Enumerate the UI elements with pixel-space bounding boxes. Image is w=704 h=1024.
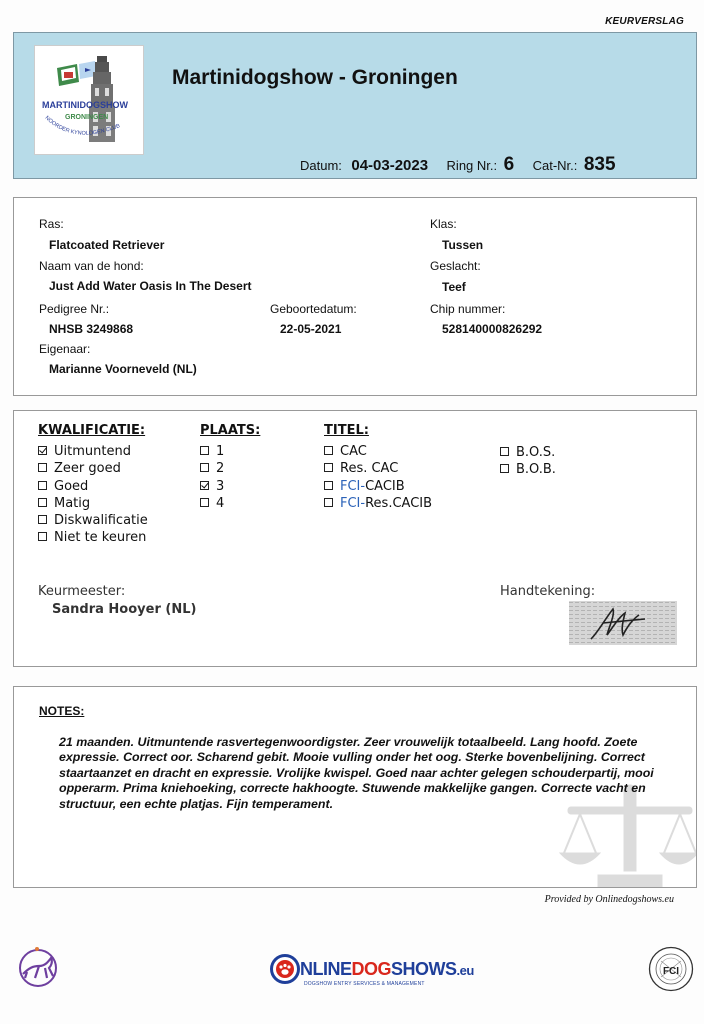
title-column-2	[500, 444, 556, 479]
pedigree-value: NHSB 3249868	[49, 322, 134, 336]
signature-label: Handtekening:	[500, 584, 596, 599]
checkbox-icon[interactable]	[324, 446, 333, 455]
logo-club: NOORDER KYNOLOGEN CLUB	[43, 115, 121, 137]
sex-label: Geslacht:	[430, 259, 481, 273]
option-row[interactable]	[38, 495, 148, 512]
fci-prefix: FCI-	[340, 478, 366, 494]
qualification-column	[38, 423, 148, 547]
brand-online: NLINE	[300, 958, 352, 979]
chip-value: 528140000826292	[442, 322, 543, 336]
show-header	[13, 32, 697, 179]
ring-number: 6	[503, 154, 515, 175]
logo-name: MARTINIDOGSHOW	[42, 100, 128, 110]
option-row[interactable]	[38, 443, 148, 460]
dog-details-box	[13, 197, 697, 396]
title-list	[324, 443, 432, 512]
owner-label: Eigenaar:	[39, 342, 91, 356]
option-label: B.O.S.	[516, 445, 556, 460]
dog-name-value: Just Add Water Oasis In The Desert	[49, 279, 252, 293]
show-date: 04-03-2023	[351, 157, 429, 174]
option-row[interactable]	[38, 478, 148, 495]
option-row[interactable]	[38, 512, 148, 529]
option-label: Zeer goed	[54, 461, 121, 477]
brand-dog: DOG	[351, 958, 392, 979]
checkbox-icon[interactable]	[500, 447, 509, 456]
checkbox-icon[interactable]	[200, 498, 209, 507]
option-row[interactable]	[200, 478, 260, 495]
cat-label: Cat-Nr.:	[532, 158, 578, 173]
option-row[interactable]	[324, 443, 432, 460]
placement-heading: PLAATS:	[200, 423, 261, 438]
onlinedogshows-logo	[270, 954, 474, 987]
option-row[interactable]	[500, 444, 556, 461]
judge-name: Sandra Hooyer (NL)	[52, 602, 197, 617]
checkbox-icon[interactable]	[324, 463, 333, 472]
option-label: CACIB	[365, 478, 405, 494]
notes-heading: NOTES:	[39, 704, 85, 718]
signature-image	[569, 601, 677, 645]
paw-icon	[270, 954, 300, 984]
option-row[interactable]	[200, 443, 260, 460]
fci-logo	[648, 946, 694, 992]
option-label: Diskwalificatie	[54, 513, 148, 529]
option-row[interactable]	[200, 495, 260, 512]
option-row[interactable]	[38, 460, 148, 477]
fci-prefix: FCI-	[340, 495, 366, 511]
class-value: Tussen	[442, 238, 484, 252]
document-type: KEURVERSLAG	[605, 16, 684, 27]
title-column	[324, 423, 432, 512]
breed-label: Ras:	[39, 217, 64, 231]
checkbox-icon[interactable]	[38, 463, 47, 472]
title-heading: TITEL:	[324, 423, 369, 438]
placement-list	[200, 443, 260, 512]
judging-box	[13, 410, 697, 667]
ring-label: Ring Nr.:	[446, 158, 498, 173]
breed-value: Flatcoated Retriever	[49, 238, 165, 252]
show-title: Martinidogshow - Groningen	[172, 66, 458, 89]
date-label: Datum:	[300, 158, 342, 173]
checked-box-icon[interactable]	[200, 481, 209, 490]
checkbox-icon[interactable]	[200, 446, 209, 455]
option-label: B.O.B.	[516, 462, 556, 478]
option-label: Niet te keuren	[54, 530, 147, 546]
checkbox-icon[interactable]	[500, 464, 509, 473]
option-row[interactable]	[38, 529, 148, 546]
option-row[interactable]	[200, 460, 260, 477]
checkbox-icon[interactable]	[38, 532, 47, 541]
class-label: Klas:	[430, 217, 457, 231]
qualification-heading: KWALIFICATIE:	[38, 423, 146, 438]
owner-value: Marianne Voorneveld (NL)	[49, 362, 197, 376]
notes-box	[13, 686, 697, 888]
option-label: 2	[216, 461, 225, 477]
qualification-list	[38, 443, 148, 547]
dog-name-label: Naam van de hond:	[39, 259, 144, 273]
judge-label: Keurmeester:	[38, 584, 126, 599]
martinidogshow-logo	[34, 45, 144, 155]
provided-by: Provided by Onlinedogshows.eu	[544, 894, 674, 905]
pedigree-label: Pedigree Nr.:	[39, 302, 110, 316]
checkbox-icon[interactable]	[200, 463, 209, 472]
option-label: Res. CAC	[340, 461, 399, 477]
option-row[interactable]	[324, 478, 432, 495]
checked-box-icon[interactable]	[38, 446, 47, 455]
checkbox-icon[interactable]	[324, 481, 333, 490]
checkbox-icon[interactable]	[38, 498, 47, 507]
birthdate-label: Geboortedatum:	[270, 302, 357, 316]
option-label: CAC	[340, 444, 367, 459]
checkbox-icon[interactable]	[38, 481, 47, 490]
dog-club-logo	[15, 946, 61, 990]
fci-text: FCI	[662, 966, 680, 977]
option-label: Matig	[54, 495, 91, 511]
placement-column	[200, 423, 260, 512]
option-row[interactable]	[500, 461, 556, 478]
sex-value: Teef	[442, 280, 466, 294]
checkbox-icon[interactable]	[324, 498, 333, 507]
option-label: Res.CACIB	[365, 495, 433, 511]
option-row[interactable]	[324, 460, 432, 477]
show-meta	[300, 154, 616, 176]
option-label: Uitmuntend	[54, 444, 131, 459]
brand-tagline: DOGSHOW ENTRY SERVICES & MANAGEMENT	[304, 981, 425, 987]
chip-label: Chip nummer:	[430, 302, 506, 316]
option-label: 4	[216, 495, 225, 511]
brand-tld: .eu	[456, 962, 474, 978]
notes-text: 21 maanden. Uitmuntende rasvertegenwoordigster. Zeer vrouwelijk totaalbeeld. Lang hoofd. Zoete expressie. Correct oor. Scharend gebit. Mooie vulling onder het oog. Sterke bovenbelijning. Correct staartaanzet en dracht en expressie. Vrolijke kwispel. Goed naar achter gelegen schouderpartij, mooi opperarm. Prima kniehoeking, correcte hakhoogte. Stuwende makkelijke gangen. Correcte vacht en structuur, een echte platjas. Fijn temperament.	[59, 735, 654, 811]
option-row[interactable]	[324, 495, 432, 512]
option-label: Goed	[54, 478, 89, 494]
title-list-2	[500, 444, 556, 479]
brand-shows: SHOWS	[391, 958, 457, 979]
cat-number: 835	[583, 154, 616, 175]
logo-city: GRONINGEN	[65, 114, 109, 121]
checkbox-icon[interactable]	[38, 515, 47, 524]
birthdate-value: 22-05-2021	[280, 322, 342, 336]
option-label: 1	[216, 444, 225, 459]
option-label: 3	[216, 478, 225, 494]
